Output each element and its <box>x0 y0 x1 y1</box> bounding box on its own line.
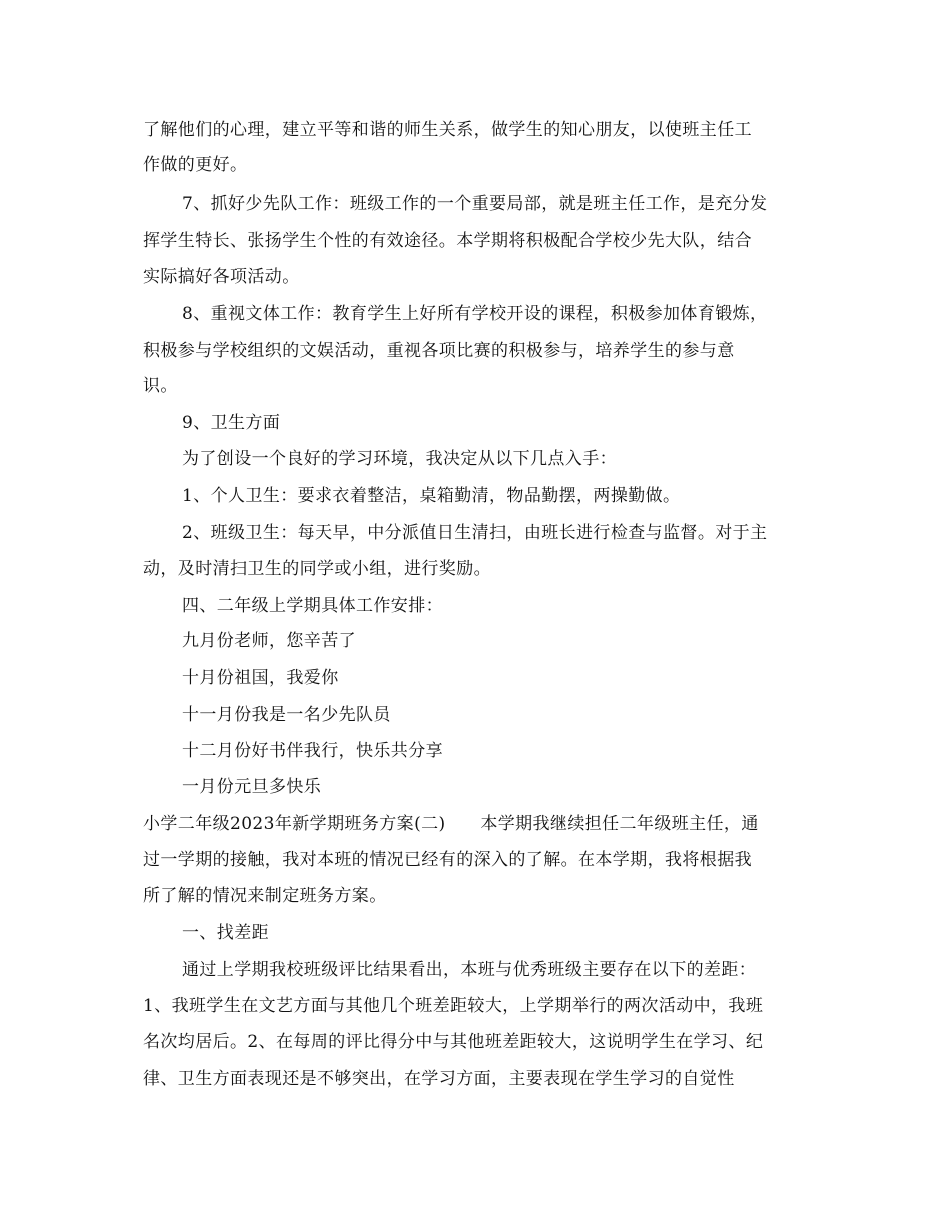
text-line: 实际搞好各项活动。 <box>143 267 300 287</box>
text-line: 作做的更好。 <box>143 155 248 175</box>
text-line: 一月份元旦多快乐 <box>182 777 322 797</box>
text-line: 动，及时清扫卫生的同学或小组，进行奖励。 <box>143 559 491 579</box>
text-line: 为了创设一个良好的学习环境，我决定从以下几点入手： <box>182 449 617 469</box>
text-line: 挥学生特长、张扬学生个性的有效途径。本学期将积极配合学校少先大队，结合 <box>143 231 752 251</box>
text-line: 律、卫生方面表现还是不够突出，在学习方面，主要表现在学生学习的自觉性 <box>143 1069 735 1089</box>
text-line: 7、抓好少先队工作：班级工作的一个重要局部，就是班主任工作，是充分发 <box>182 194 768 214</box>
text-line: 十二月份好书伴我行，快乐共分享 <box>182 741 443 761</box>
text-line: 过一学期的接触，我对本班的情况已经有的深入的了解。在本学期，我将根据我 <box>143 850 752 870</box>
text-line: 名次均居后。2、在每周的评比得分中与其他班差距较大，这说明学生在学习、纪 <box>143 1032 764 1052</box>
text-line: 积极参与学校组织的文娱活动，重视各项比赛的积极参与，培养学生的参与意 <box>143 341 735 361</box>
text-line: 九月份老师，您辛苦了 <box>182 631 356 651</box>
text-line: 了解他们的心理，建立平等和谐的师生关系，做学生的知心朋友，以使班主任工 <box>143 120 752 140</box>
text-line: 识。 <box>143 376 178 396</box>
text-line: 2、班级卫生：每天早，中分派值日生清扫，由班长进行检查与监督。对于主 <box>182 523 768 543</box>
text-line: 1、个人卫生：要求衣着整洁，桌箱勤清，物品勤摆，两操勤做。 <box>182 486 681 506</box>
text-line: 十一月份我是一名少先队员 <box>182 705 391 725</box>
text-line: 一、找差距 <box>182 923 269 943</box>
text-line: 通过上学期我校班级评比结果看出，本班与优秀班级主要存在以下的差距： <box>182 960 757 980</box>
text-line: 所了解的情况来制定班务方案。 <box>143 886 387 906</box>
text-line: 9、卫生方面 <box>182 413 281 433</box>
text-line: 四、二年级上学期具体工作安排： <box>182 596 443 616</box>
text-line: 十月份祖国，我爱你 <box>182 668 339 688</box>
text-line: 1、我班学生在文艺方面与其他几个班差距较大，上学期举行的两次活动中，我班 <box>143 996 764 1016</box>
text-line: 8、重视文体工作：教育学生上好所有学校开设的课程，积极参加体育锻炼， <box>182 304 768 324</box>
text-line: 小学二年级2023年新学期班务方案(二) 本学期我继续担任二年级班主任，通 <box>143 814 759 834</box>
